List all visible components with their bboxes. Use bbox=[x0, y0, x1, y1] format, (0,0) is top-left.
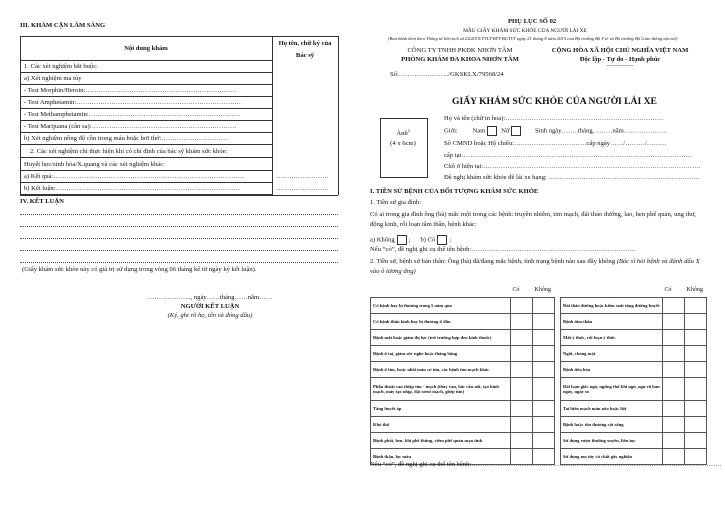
gender-row: Giới: Nam Nữ Sinh ngày……..tháng………năm……………….. bbox=[444, 127, 667, 135]
address-line: Chỗ ở hiện tại:……………………………………………………………………………………… bbox=[444, 163, 701, 170]
condition-no-cell[interactable] bbox=[685, 298, 707, 314]
col-no: Không bbox=[534, 286, 551, 293]
condition-label: Tăng huyết áp bbox=[371, 401, 511, 417]
female-checkbox[interactable] bbox=[511, 126, 521, 136]
condition-yes-cell[interactable] bbox=[663, 298, 685, 314]
condition-row bbox=[561, 433, 707, 449]
nation-title: CỘNG HÒA XÃ HỘI CHỦ NGHĨA VIỆT NAM bbox=[551, 47, 689, 54]
appendix-label: PHỤ LỤC SỐ 02 bbox=[508, 18, 557, 25]
condition-label: Rối loạn giấc ngủ, ngừng thở khi ngủ, ngủ rũ ban ngày, ngáy to bbox=[561, 378, 663, 401]
signature-dots: …………………… bbox=[276, 185, 329, 192]
condition-no-cell[interactable] bbox=[533, 330, 555, 346]
condition-label: Sử dụng ma túy và chất gây nghiện bbox=[561, 449, 663, 465]
condition-no-cell[interactable] bbox=[685, 417, 707, 433]
condition-row bbox=[371, 401, 555, 417]
col-yes: Có bbox=[512, 286, 520, 293]
condition-no-cell[interactable] bbox=[533, 346, 555, 362]
lab-test-row: b) Xét nghiệm nồng độ cồn trong máu hoặc hơi thở:………………………… bbox=[24, 135, 228, 142]
col-sign-header-2: Bác sỹ bbox=[295, 52, 315, 59]
condition-label: Ngất, chóng mặt bbox=[561, 346, 663, 362]
condition-yes-cell[interactable] bbox=[511, 378, 533, 401]
condition-yes-cell[interactable] bbox=[663, 417, 685, 433]
condition-no-cell[interactable] bbox=[685, 378, 707, 401]
validity-note: (Giấy khám sức khỏe này có giá trị sử dụng trong vòng 06 tháng kể từ ngày ký kết luận). bbox=[22, 266, 257, 273]
condition-row bbox=[561, 378, 707, 401]
condition-label: Mất ý thức, rối loạn ý thức bbox=[561, 330, 663, 346]
condition-row bbox=[561, 346, 707, 362]
condition-row bbox=[561, 362, 707, 378]
photo-size: (4 x 6cm) bbox=[390, 140, 416, 147]
row-rule bbox=[20, 182, 272, 183]
condition-yes-cell[interactable] bbox=[511, 433, 533, 449]
form-legal-note: (Ban hành kèm theo Thông tư liên tịch số 24/2015/TTLT-BYT-BGTVT ngày 21 tháng 8 năm 2015 của Bộ trưởng Bộ Y tế và Bộ trưởng Bộ Giao thông vận tải) bbox=[388, 36, 678, 41]
row-rule bbox=[20, 72, 272, 73]
condition-no-cell[interactable] bbox=[533, 401, 555, 417]
condition-label: Có bệnh thần kinh hay bị thương ở đầu bbox=[371, 314, 511, 330]
condition-row bbox=[371, 298, 555, 314]
lab-test-row: a) Xét nghiệm ma túy bbox=[24, 75, 82, 82]
condition-yes-cell[interactable] bbox=[663, 346, 685, 362]
personal-detail-line: Nếu “có”, đề nghị ghi cụ thể tên bệnh:…………………………………………………………………………………………………… bbox=[370, 461, 722, 468]
condition-label: Bệnh phổi, hen, khí phế thũng, viêm phế quản mạn tính bbox=[371, 433, 511, 449]
row-rule bbox=[20, 157, 272, 158]
lab-test-row: a) Kết quả:…………………………………………………………………………… bbox=[24, 173, 245, 180]
document-number: Số:…………………../GKSKLX/79568/24 bbox=[390, 71, 504, 78]
nation-motto: Độc lập - Tự do - Hạnh phúc bbox=[579, 56, 661, 63]
condition-no-cell[interactable] bbox=[685, 314, 707, 330]
condition-no-cell[interactable] bbox=[533, 417, 555, 433]
condition-yes-cell[interactable] bbox=[511, 346, 533, 362]
condition-yes-cell[interactable] bbox=[511, 417, 533, 433]
family-detail-line: Nếu “có”, đề nghị ghi cụ thể tên bệnh:………………………………………………………………… bbox=[370, 246, 637, 253]
condition-row bbox=[561, 298, 707, 314]
condition-row bbox=[561, 417, 707, 433]
condition-row bbox=[371, 417, 555, 433]
condition-label: Sử dụng rượu thường xuyên, liên tục bbox=[561, 433, 663, 449]
main-title: GIẤY KHÁM SỨC KHỎE CỦA NGƯỜI LÁI XE bbox=[452, 96, 657, 107]
motto-rule: --------------- bbox=[606, 63, 634, 69]
condition-row bbox=[371, 314, 555, 330]
photo-box bbox=[380, 118, 428, 178]
condition-row bbox=[561, 401, 707, 417]
condition-label: Có bệnh hay bị thương trong 5 năm qua bbox=[371, 298, 511, 314]
condition-yes-cell[interactable] bbox=[663, 362, 685, 378]
company-name: CÔNG TY TNHH PKĐK NHƠN TÂM bbox=[407, 47, 513, 54]
condition-label: Phẫu thuật can thiệp tim - mạch (thay van, bắc cầu nối, tạo hình mạch, máy tạo nhịp, đặt stent mạch, ghép tim) bbox=[371, 378, 511, 401]
condition-label: Bệnh tâm thần bbox=[561, 314, 663, 330]
row-rule bbox=[20, 132, 272, 133]
col-no: Không bbox=[686, 286, 703, 293]
condition-label: Bệnh thận, lọc máu bbox=[371, 449, 511, 465]
male-checkbox[interactable] bbox=[487, 126, 497, 136]
family-history-answer: a) Không ; b) Có ; bbox=[370, 236, 452, 244]
concluder-note: (Ký, ghi rõ họ, tên và đóng dấu) bbox=[167, 312, 253, 319]
col-content-header: Nội dung khám bbox=[124, 45, 168, 52]
id-line: Số CMND hoặc Hộ chiếu:……………………………cấp ngày……/………/……… bbox=[444, 140, 667, 147]
condition-no-cell[interactable] bbox=[533, 362, 555, 378]
family-history-label: 1. Tiền sử gia đình: bbox=[370, 199, 422, 206]
lab-test-row: - Test Marijuana (cần sa):………………………………………………………… bbox=[24, 123, 237, 130]
condition-yes-cell[interactable] bbox=[663, 433, 685, 449]
condition-yes-cell[interactable] bbox=[663, 330, 685, 346]
section-4-title: IV. KẾT LUẬN bbox=[20, 198, 64, 205]
row-rule bbox=[20, 194, 272, 195]
row-rule bbox=[20, 170, 272, 171]
yes-checkbox[interactable] bbox=[437, 235, 447, 245]
issued-at-line: cấp tại…………………………………………………………………………………………… bbox=[444, 152, 693, 159]
personal-history-question: 2. Tiền sử, bệnh sử bản thân: Ông (bà) đã/đang mắc bệnh, tình trạng bệnh nào sau đây không (Bác sĩ hỏi bệnh và đánh dấu X vào ô tương ứng) bbox=[370, 258, 700, 275]
lab-test-row: b) Kết luận:………………………………………………………………………… bbox=[24, 185, 241, 192]
condition-no-cell[interactable] bbox=[685, 330, 707, 346]
section-1-title: I. TIỀN SỬ BỆNH CỦA ĐỐI TƯỢNG KHÁM SỨC KHỎE bbox=[370, 188, 539, 195]
lab-test-row: 2. Các xét nghiệm chỉ thực hiện khi có chỉ định của bác sỹ khám sức khỏe: bbox=[30, 148, 228, 155]
lab-test-row: - Test Amphetamin:………………………………………………………………… bbox=[24, 99, 242, 106]
col-yes: Có bbox=[664, 286, 672, 293]
condition-no-cell[interactable] bbox=[685, 433, 707, 449]
condition-label: Bệnh ở tim, hoặc nhồi máu cơ tim, các bệnh tim mạch khác bbox=[371, 362, 511, 378]
condition-yes-cell[interactable] bbox=[511, 298, 533, 314]
condition-label: Đái tháo đường hoặc kiểm soát tăng đường huyết bbox=[561, 298, 663, 314]
condition-no-cell[interactable] bbox=[685, 362, 707, 378]
row-rule bbox=[20, 108, 272, 109]
condition-row bbox=[561, 330, 707, 346]
conditions-table-right bbox=[560, 282, 707, 465]
condition-row bbox=[371, 362, 555, 378]
lab-test-row: 1. Các xét nghiệm bắt buộc: bbox=[24, 63, 98, 70]
condition-label: Tai biến mạch máu não hoặc liệt bbox=[561, 401, 663, 417]
condition-row bbox=[561, 314, 707, 330]
condition-label: Bệnh ở tai, giảm sức nghe hoặc thăng bằng bbox=[371, 346, 511, 362]
condition-yes-cell[interactable] bbox=[511, 314, 533, 330]
condition-no-cell[interactable] bbox=[533, 378, 555, 401]
condition-label: Bệnh hoặc tổn thương cột sống bbox=[561, 417, 663, 433]
condition-row bbox=[371, 433, 555, 449]
conditions-table-left bbox=[370, 282, 555, 465]
condition-label: Khó thở bbox=[371, 417, 511, 433]
condition-yes-cell[interactable] bbox=[663, 314, 685, 330]
condition-label: Bệnh mắt hoặc giảm thị lực (trừ trường hợp đeo kính thuốc) bbox=[371, 330, 511, 346]
condition-yes-cell[interactable] bbox=[663, 378, 685, 401]
condition-row bbox=[371, 378, 555, 401]
section-3-title: III. KHÁM CẬN LÂM SÀNG bbox=[20, 22, 106, 29]
date-line: ……………….., ngày……tháng……năm…… bbox=[147, 294, 273, 301]
family-history-question: Có ai trong gia đình ông (bà) mắc một trong các bệnh: truyền nhiễm, tim mạch, đái tháo đường, lao, hen phế quản, ung thư, động kinh, rối loạn tâm thần, bệnh khác: bbox=[370, 211, 696, 228]
condition-no-cell[interactable] bbox=[533, 298, 555, 314]
condition-yes-cell[interactable] bbox=[511, 401, 533, 417]
row-rule bbox=[20, 84, 272, 85]
photo-label: Ảnh$^4$ bbox=[396, 128, 410, 138]
condition-yes-cell[interactable] bbox=[663, 401, 685, 417]
condition-label: Bệnh tiêu hóa bbox=[561, 362, 663, 378]
license-class-line: Đề nghị khám sức khỏe để lái xe hạng: …………………………………………………………… bbox=[444, 174, 701, 181]
condition-row bbox=[371, 346, 555, 362]
condition-yes-cell[interactable] bbox=[511, 330, 533, 346]
condition-no-cell[interactable] bbox=[685, 346, 707, 362]
condition-row bbox=[371, 330, 555, 346]
col-sign-header: Họ tên, chữ ký của bbox=[278, 40, 332, 47]
condition-no-cell[interactable] bbox=[685, 401, 707, 417]
lab-test-row: - Test Methamphetamin:…………………………………………………………… bbox=[24, 111, 241, 118]
condition-no-cell[interactable] bbox=[533, 433, 555, 449]
condition-yes-cell[interactable] bbox=[511, 362, 533, 378]
concluder-title: NGƯỜI KẾT LUẬN bbox=[180, 303, 240, 310]
row-rule bbox=[20, 144, 272, 145]
form-title: MẪU GIẤY KHÁM SỨC KHỎE CỦA NGƯỜI LÁI XE bbox=[463, 28, 587, 34]
signature-dots: …………………… bbox=[276, 173, 329, 180]
clinic-name: PHÒNG KHÁM ĐA KHOA NHƠN TÂM bbox=[401, 56, 519, 63]
lab-test-row: - Test Morphin/Heroin:…………………………………………………………… bbox=[24, 87, 237, 94]
name-line: Họ và tên (chữ in hoa):……………………………………………………………… bbox=[444, 115, 664, 122]
lab-test-row: Huyết học/sinh hóa/X.quang và các xét nghiệm khác: bbox=[24, 161, 165, 168]
row-rule bbox=[20, 120, 272, 121]
no-checkbox[interactable] bbox=[397, 235, 407, 245]
row-rule bbox=[20, 96, 272, 97]
condition-no-cell[interactable] bbox=[533, 314, 555, 330]
